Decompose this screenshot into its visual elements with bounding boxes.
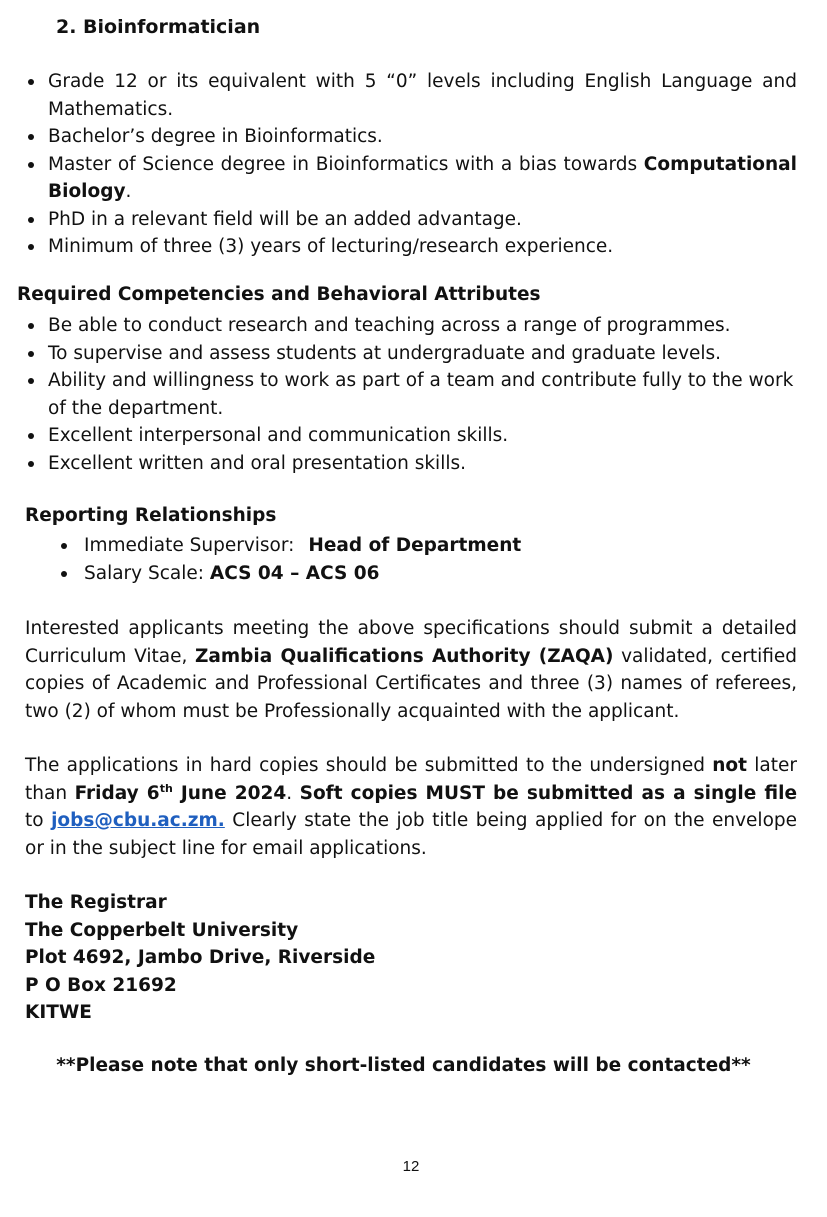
submission-paragraph: The applications in hard copies should be submitted to the undersigned not later than Friday 6th June 2024. Soft copies MUST be submitted as a single file to jobs@cbu.ac.zm. Clearly state the job title being applied for on the envelope or in the subject line for email applications. <box>25 755 798 859</box>
competencies-list <box>48 312 797 477</box>
list-item: Master of Science degree in Bioinformatics with a bias towards Computational Biology. <box>48 151 797 206</box>
list-item <box>84 532 784 560</box>
address-block <box>25 889 375 1027</box>
email-link[interactable]: jobs@cbu.ac.zm. <box>51 810 225 831</box>
section-title: 2. Bioinformatician <box>56 16 261 38</box>
list-item: Ability and willingness to work as part of a team and contribute fully to the work of the department. <box>48 367 797 422</box>
competencies-heading: Required Competencies and Behavioral Attributes <box>17 284 541 305</box>
list-item: Excellent interpersonal and communication skills. <box>48 422 797 450</box>
supervisor-label: Immediate Supervisor: <box>84 535 295 556</box>
application-paragraph: Interested applicants meeting the above specifications should submit a detailed Curriculum Vitae, Zambia Qualifications Authority (ZAQA) validated, certified copies of Academic and Professional Certificates and three (3) names of referees, two (2) of whom must be Professionally acquainted with the applicant. <box>25 618 797 722</box>
page-number: 12 <box>402 1158 420 1175</box>
address-line: The Copperbelt University <box>25 919 299 941</box>
list-item: Be able to conduct research and teaching across a range of programmes. <box>48 312 797 340</box>
address-line: The Registrar <box>25 892 167 913</box>
list-item: Minimum of three (3) years of lecturing/research experience. <box>48 233 797 261</box>
reporting-heading: Reporting Relationships <box>25 505 277 526</box>
address-line: KITWE <box>25 1002 92 1023</box>
qualifications-list <box>48 68 797 261</box>
list-item: Excellent written and oral presentation skills. <box>48 450 797 478</box>
list-item: Grade 12 or its equivalent with 5 “0” levels including English Language and Mathematics. <box>48 68 797 123</box>
supervisor-value: Head of Department <box>308 535 522 556</box>
address-line: P O Box 21692 <box>25 974 177 996</box>
list-item: Bachelor’s degree in Bioinformatics. <box>48 123 797 151</box>
list-item <box>84 560 784 588</box>
address-line: Plot 4692, Jambo Drive, Riverside <box>25 947 376 968</box>
shortlist-note: **Please note that only short-listed candidates will be contacted** <box>56 1055 751 1076</box>
salary-value: ACS 04 – ACS 06 <box>209 562 380 584</box>
list-item: To supervise and assess students at undergraduate and graduate levels. <box>48 340 797 368</box>
salary-label: Salary Scale: <box>84 562 210 584</box>
reporting-list <box>84 532 784 587</box>
list-item: PhD in a relevant field will be an added advantage. <box>48 206 797 234</box>
